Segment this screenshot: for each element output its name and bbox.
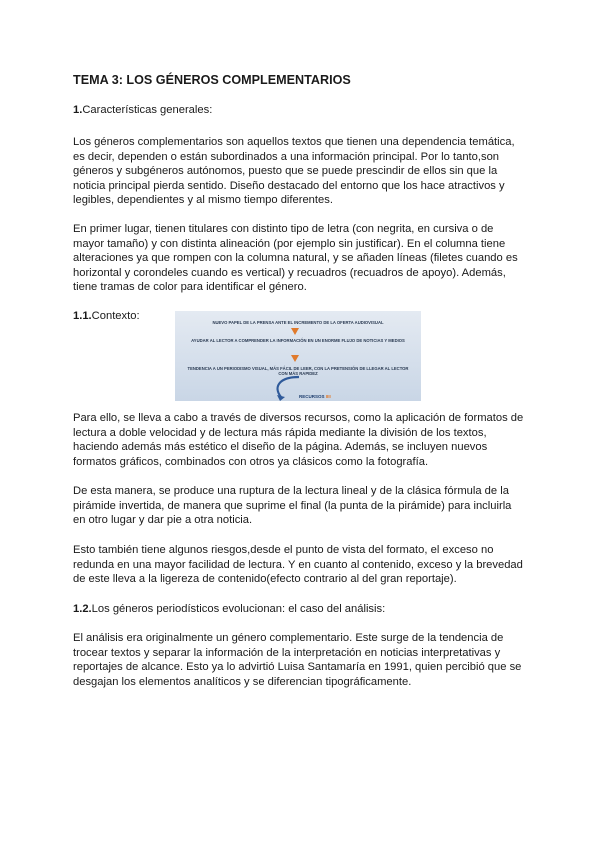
arrow-down-icon (291, 328, 299, 335)
paragraph-2: En primer lugar, tienen titulares con distinto tipo de letra (con negrita, en cursiva o de mayor tamaño) y con distinta alineación (por ejemplo sin justificar). En el columna tiene alteraciones ya que rompen con la columna natural, y se añaden líneas (filetes cuando es horizontal y corondeles cuando es vertical) y recuadros (recuadros de apoyo). Además, tiene tramas de color para identificar el género. (73, 223, 518, 294)
paragraph-6: El análisis era originalmente un género complementario. Este surge de la tendencia de trocear textos y separar la información de la interpretación en noticias interpretativas y reportajes de alcance. Esto ya lo advirtió Luisa Santamaría en 1991, quien percibió que se desgajan los elementos analíticos y se diferencian tipográficamente. (73, 632, 522, 688)
document-title: TEMA 3: LOS GÉNEROS COMPLEMENTARIOS (73, 73, 351, 87)
section-1-1-text: Contexto: (91, 310, 140, 322)
section-1-2-heading (73, 603, 385, 615)
section-1-text: Características generales: (82, 104, 213, 116)
paragraph-1: Los géneros complementarios son aquellos textos que tienen una dependencia temática, es decir, dependen o están subordinados a una información principal. Por lo tanto,son géneros y subgéneros autónomos, puesto que se puede prescindir de ellos sin que la noticia principal pierda sentido. Diseño destacado del entorno que los hace atractivos y legibles, dependientes y al mismo tiempo diferentes. (73, 136, 515, 207)
section-1-number: 1. (73, 104, 83, 116)
paragraph-4: De esta manera, se produce una ruptura de la lectura lineal y de la clásica fórmula de la pirámide invertida, de manera que suprime el final (la punta de la pirámide) para incluirla en otro lugar y dar pie a otra noticia. (73, 485, 512, 527)
diagram-step-3: TENDENCIA A UN PERIODISMO VISUAL, MÁS FÁCIL DE LEER, CON LA PRETENSIÓN DE LLEGAR AL LECTOR CON MÁS RAPIDEZ (187, 366, 409, 376)
paragraph-3: Para ello, se lleva a cabo a través de diversos recursos, como la aplicación de formatos de lectura a doble velocidad y de lectura más rápida mediante la división de los textos, haciendo además más estético el diseño de la página. Además, se incluyen nuevos formatos gráficos, combinados con otros ya clásicos como la fotografía. (73, 412, 524, 468)
arrow-down-icon (291, 355, 299, 362)
context-diagram (175, 311, 421, 401)
section-1-heading (73, 104, 212, 116)
section-1-2-number: 1.2. (73, 603, 92, 615)
paragraph-5: Esto también tiene algunos riesgos,desde el punto de vista del formato, el exceso no redunda en una mayor facilidad de lectura. Y en cuanto al contenido, exceso y la brevedad de este lleva a la ligereza de contenido(efecto contrario al del gran reportaje). (73, 544, 523, 586)
section-1-1-heading (73, 310, 140, 322)
curved-arrow-icon (271, 375, 301, 401)
diagram-step-2: AYUDAR AL LECTOR A COMPRENDER LA INFORMACIÓN EN UN ENORME FLUJO DE NOTICIAS Y MEDIOS (191, 338, 405, 343)
diagram-step-1: NUEVO PAPEL DE LA PRENSA ANTE EL INCREMENTO DE LA OFERTA AUDIOVISUAL (212, 320, 384, 325)
section-1-2-text: Los géneros periodísticos evolucionan: el caso del análisis: (91, 603, 386, 615)
diagram-recursos-label: RECURSOS IIII (299, 394, 331, 399)
section-1-1-number: 1.1. (73, 310, 92, 322)
